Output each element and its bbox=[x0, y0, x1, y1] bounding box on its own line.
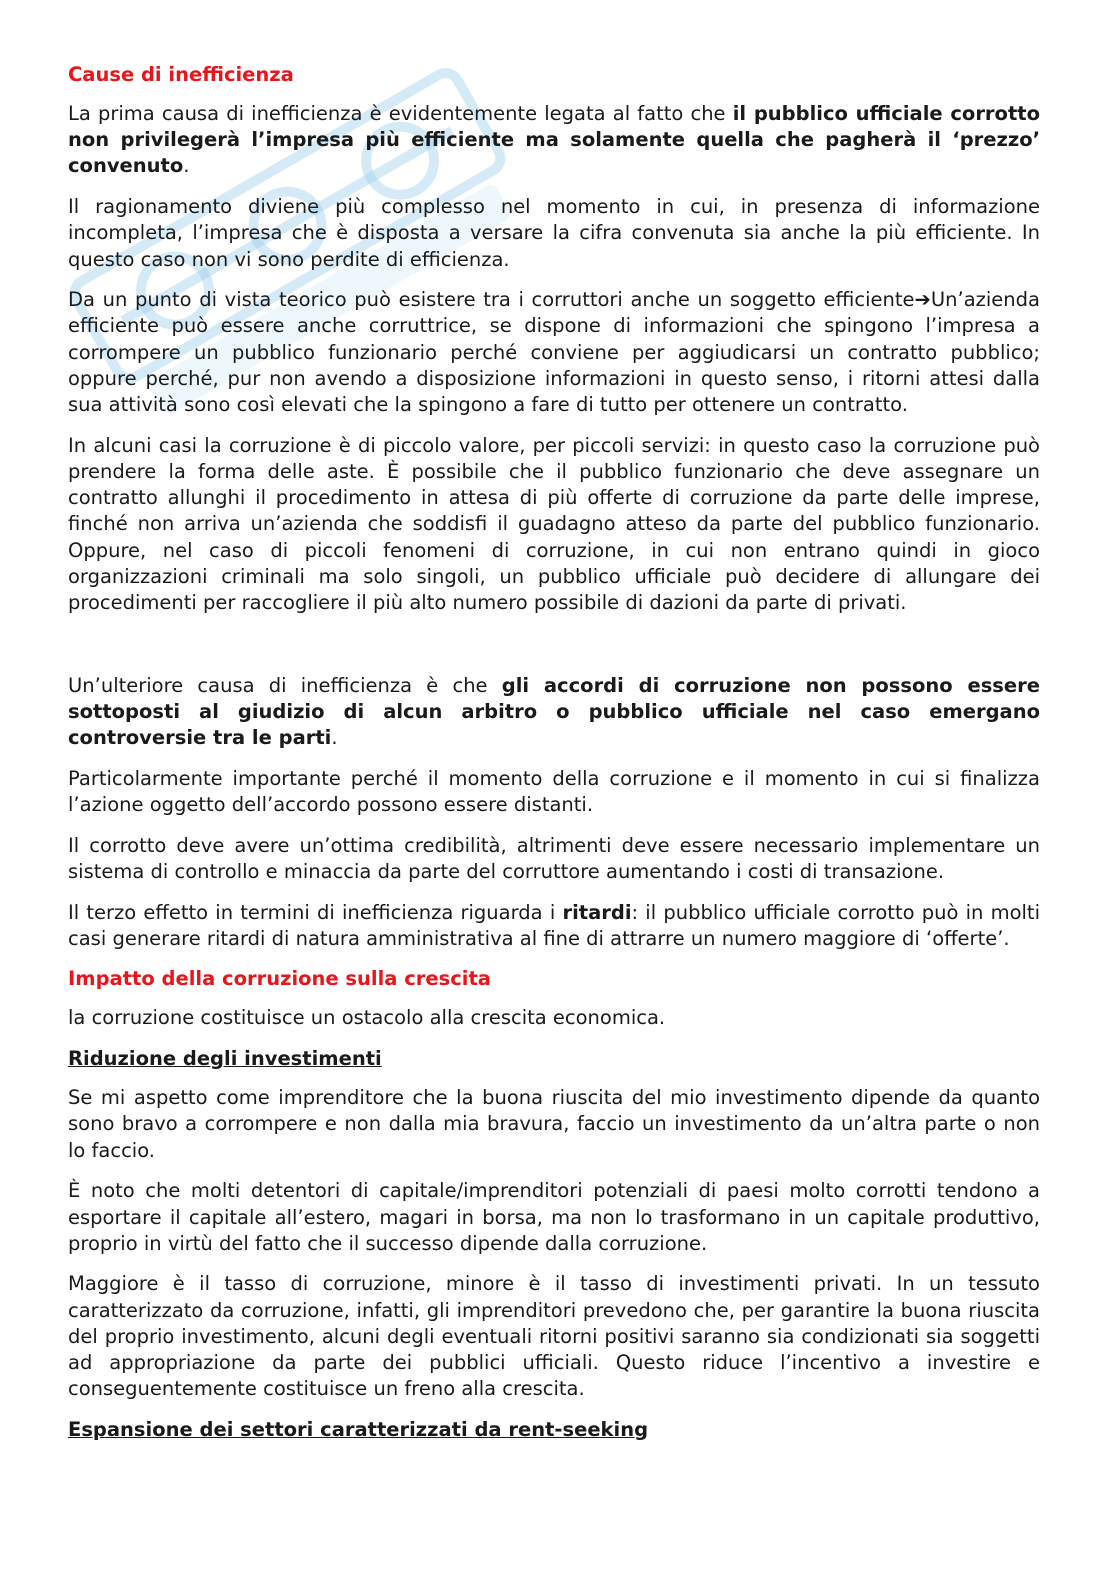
subheading-riduzione-investimenti: Riduzione degli investimenti bbox=[68, 1047, 382, 1071]
paragraph-10: Se mi aspetto come imprenditore che la buona riuscita del mio investimento dipende da quanto sono bravo a corrompere e non dalla mia bravura, faccio un investimento da un’altra parte o non lo faccio. bbox=[68, 1086, 1040, 1162]
subheading-espansione-rent-seeking: Espansione dei settori caratterizzati da rent-seeking bbox=[68, 1417, 649, 1441]
paragraph-4: In alcuni casi la corruzione è di piccolo valore, per piccoli servizi: in questo caso la corruzione può prendere la forma delle aste. È possibile che il pubblico funzionario che deve assegnare un contratto allunghi il procedimento in attesa di più offerte di corruzione da parte delle imprese, finché non arriva un’azienda che soddisfi il guadagno atteso da parte del pubblico funzionario. Oppure, nel caso di piccoli fenomeni di corruzione, in cui non entrano quindi in gioco organizzazioni criminali ma solo singoli, un pubblico ufficiale può decidere di allungare dei procedimenti per raccogliere il più alto numero possibile di dazioni da parte di privati. bbox=[68, 433, 1040, 614]
paragraph-12: Maggiore è il tasso di corruzione, minore è il tasso di investimenti privati. In un tessuto caratterizzato da corruzione, infatti, gli imprenditori prevedono che, per garantire la buona riuscita del proprio investimento, alcuni degli eventuali ritorni positivi saranno sia condizionati sia soggetti ad appropriazione da parte dei pubblici ufficiali. Questo riduce l’incentivo a investire e conseguentemente costituisce un freno alla crescita. bbox=[68, 1272, 1040, 1401]
document-page bbox=[68, 62, 1040, 1456]
paragraph-9: la corruzione costituisce un ostacolo alla crescita economica. bbox=[68, 1006, 666, 1030]
paragraph-2: Il ragionamento diviene più complesso nel momento in cui, in presenza di informazione incompleta, l’impresa che è disposta a versare la cifra convenuta sia anche la più efficiente. In questo caso non vi sono perdite di efficienza. bbox=[68, 195, 1040, 271]
paragraph-8: Il terzo effetto in termini di inefficienza riguarda i ritardi: il pubblico ufficiale corrotto può in molti casi generare ritardi di natura amministrativa al fine di attrarre un numero maggiore di ‘offerte’. bbox=[68, 900, 1040, 950]
paragraph-5: Un’ulteriore causa di inefficienza è che gli accordi di corruzione non possono essere sottoposti al giudizio di alcun arbitro o pubblico ufficiale nel caso emergano controversie tra le parti. bbox=[68, 673, 1040, 750]
paragraph-1: La prima causa di inefficienza è evidentemente legata al fatto che il pubblico ufficiale corrotto non privilegerà l’impresa più efficiente ma solamente quella che pagherà il ‘prezzo’ convenuto. bbox=[68, 102, 1040, 178]
paragraph-7: Il corrotto deve avere un’ottima credibilità, altrimenti deve essere necessario implementare un sistema di controllo e minaccia da parte del corruttore aumentando i costi di transazione. bbox=[68, 833, 1040, 883]
paragraph-3: Da un punto di vista teorico può esistere tra i corruttori anche un soggetto efficiente➔Un’azienda efficiente può essere anche corruttrice, se dispone di informazioni che spingono l’impresa a corrompere un pubblico funzionario perché conviene per aggiudicarsi un contratto pubblico; oppure perché, pur non avendo a disposizione informazioni in questo senso, i ritorni attesi dalla sua attività sono così elevati che la spingono a fare di tutto per ottenere un contratto. bbox=[68, 288, 1040, 417]
paragraph-11: È noto che molti detentori di capitale/imprenditori potenziali di paesi molto corrotti tendono a esportare il capitale all’estero, magari in borsa, ma non lo trasformano in un capitale produttivo, proprio in virtù del fatto che il successo dipende dalla corruzione. bbox=[68, 1179, 1040, 1255]
spacer bbox=[68, 631, 1040, 673]
arrow-icon: ➔ bbox=[914, 288, 931, 312]
paragraph-6: Particolarmente importante perché il momento della corruzione e il momento in cui si finalizza l’azione oggetto dell’accordo possono essere distanti. bbox=[68, 766, 1040, 816]
heading-impatto-corruzione: Impatto della corruzione sulla crescita bbox=[68, 967, 491, 991]
heading-cause-di-inefficienza: Cause di inefficienza bbox=[68, 63, 294, 86]
